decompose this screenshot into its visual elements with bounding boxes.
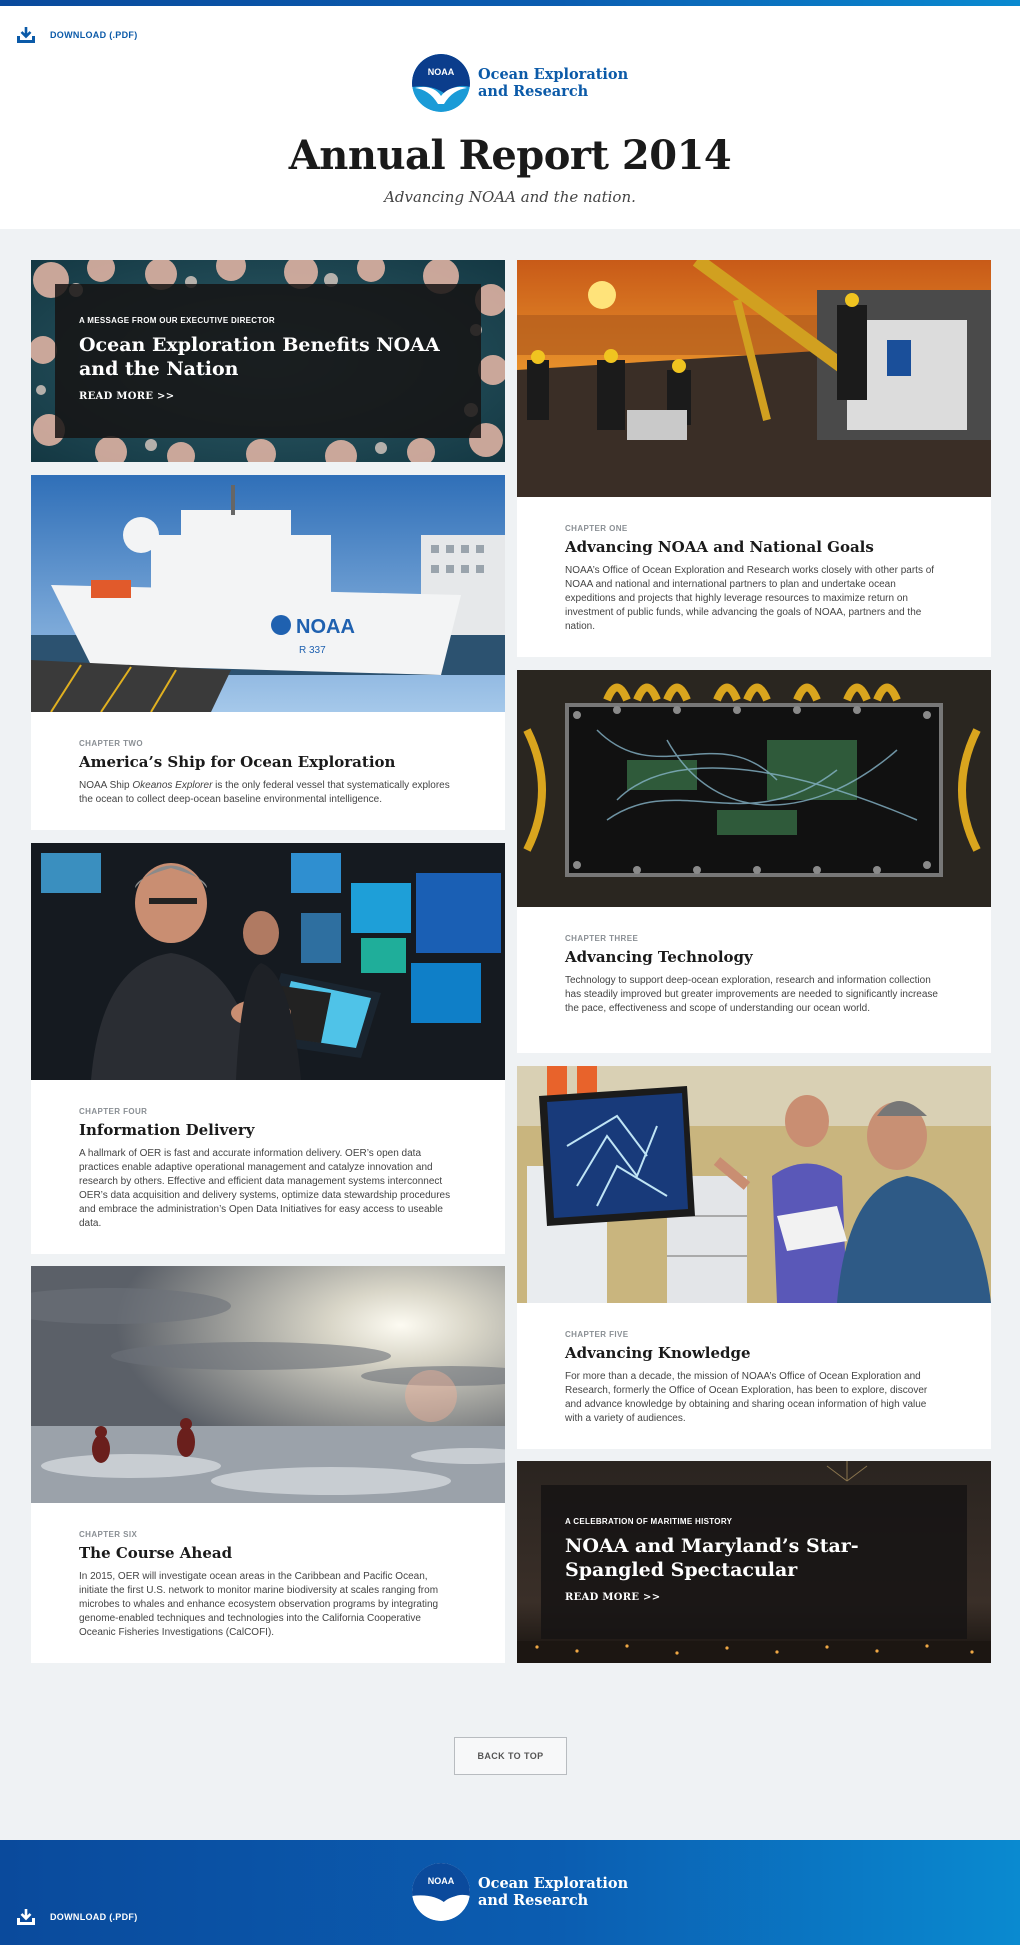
oer-logo[interactable] [412, 1863, 628, 1921]
page-title: Annual Report 2014 [288, 132, 732, 179]
electronics-housing-photo [517, 670, 991, 907]
chapter-title[interactable]: Advancing NOAA and National Goals [565, 538, 874, 556]
chapter-label: CHAPTER ONE [565, 524, 628, 533]
chapter-card-two[interactable] [31, 475, 505, 830]
chapter-label: CHAPTER TWO [79, 739, 143, 748]
feature-card-maritime[interactable] [517, 1461, 991, 1663]
feature-title: Ocean Exploration Benefits NOAA and the Nation [79, 334, 440, 380]
feature-title: NOAA and Maryland’s Star-Spangled Spectacular [565, 1535, 859, 1581]
page-footer [0, 1840, 1020, 1945]
chapter-card-six[interactable] [31, 1266, 505, 1663]
page-header [0, 6, 1020, 229]
oer-logo[interactable] [412, 54, 628, 112]
noaa-emblem-icon [412, 54, 470, 112]
chapter-text: In 2015, OER will investigate ocean areas in the Caribbean and Pacific Ocean, initiate the first U.S. network to monitor marine biodiversity at scales ranging from microbes to whales and enhance ecosystem observation programs by integrating genome-enabled techniques and technologies into the California Cooperative Oceanic Fisheries Investigations (CalCOFI). [79, 1571, 439, 1638]
chapter-card-four[interactable] [31, 843, 505, 1254]
chapter-title[interactable]: The Course Ahead [79, 1544, 233, 1562]
feature-overlay-box [55, 284, 481, 438]
chapter-card-three[interactable] [517, 670, 991, 1053]
logo-line2: and Research [478, 83, 589, 100]
chapter-card-one[interactable] [517, 260, 991, 657]
feature-overlay-box [541, 1485, 967, 1639]
control-room-photo [31, 843, 505, 1080]
logo-line2: and Research [478, 1892, 589, 1909]
header-download-pdf-link[interactable] [16, 26, 138, 44]
read-more-link[interactable]: READ MORE >> [79, 391, 175, 402]
footer-download-pdf-link[interactable] [16, 1908, 138, 1926]
chapter-text: A hallmark of OER is fast and accurate information delivery. OER’s open data practices enable adaptive operational management and catalyze innovation and research by others. Effective and efficient data management systems interconnect OER’s data acquisition and delivery systems, optimize data stewardship procedures and embrace the administration’s Open Data Initiatives for easy access to useable data. [79, 1148, 451, 1229]
chapter-text: Technology to support deep-ocean exploration, research and information collection has steadily improved but greater improvements are needed to significantly increase the pace, effectiveness and scope of understanding our ocean world. [565, 975, 938, 1014]
chapter-card-five[interactable] [517, 1066, 991, 1449]
chapter-title[interactable]: Advancing Knowledge [565, 1344, 751, 1362]
svg-text:NOAA: NOAA [427, 1876, 455, 1886]
okeanos-explorer-ship-photo [31, 475, 505, 712]
feature-kicker: A MESSAGE FROM OUR EXECUTIVE DIRECTOR [79, 316, 276, 325]
chapter-text: NOAA’s Office of Ocean Exploration and Research works closely with other parts of NOAA and national and international partners to plan and undertake ocean expeditions and projects that highly leverage resources to maximize return on investment of public funds, while advancing the goals of NOAA, partners and the nation. [565, 565, 935, 632]
chapter-title[interactable]: Advancing Technology [565, 948, 753, 966]
chapter-label: CHAPTER SIX [79, 1530, 138, 1539]
ship-deck-sunset-photo [517, 260, 991, 497]
read-more-link[interactable]: READ MORE >> [565, 1592, 661, 1603]
page-subtitle: Advancing NOAA and the nation. [384, 188, 636, 206]
noaa-emblem-icon [412, 1863, 470, 1921]
chapter-label: CHAPTER FIVE [565, 1330, 629, 1339]
download-icon [16, 26, 36, 44]
download-icon [16, 1908, 36, 1926]
feature-card-director[interactable] [31, 260, 505, 462]
chapter-title[interactable]: America’s Ship for Ocean Exploration [79, 753, 396, 771]
chapter-title[interactable]: Information Delivery [79, 1121, 255, 1139]
chapter-text: For more than a decade, the mission of NOAA’s Office of Ocean Exploration and Research, formerly the Office of Ocean Exploration, has been to explore, discover and advance knowledge by obtaining and sharing ocean information of high value with a variety of audiences. [565, 1371, 928, 1424]
arctic-ice-photo [31, 1266, 505, 1503]
feature-kicker: A CELEBRATION OF MARITIME HISTORY [565, 1517, 733, 1526]
svg-text:R 337: R 337 [299, 645, 326, 656]
logo-line1: Ocean Exploration [478, 66, 629, 83]
scientists-monitor-photo [517, 1066, 991, 1303]
chapter-label: CHAPTER FOUR [79, 1107, 148, 1116]
download-label: DOWNLOAD (.PDF) [50, 1912, 138, 1922]
svg-text:NOAA: NOAA [296, 616, 355, 638]
svg-text:NOAA: NOAA [427, 67, 455, 77]
back-to-top-button[interactable]: BACK TO TOP [454, 1737, 567, 1775]
logo-line1: Ocean Exploration [478, 1875, 629, 1892]
chapter-label: CHAPTER THREE [565, 934, 639, 943]
download-label: DOWNLOAD (.PDF) [50, 30, 138, 40]
chapter-text: NOAA Ship Okeanos Explorer is the only federal vessel that systematically explores the ocean to collect deep-ocean baseline environmental intelligence. [79, 780, 450, 805]
